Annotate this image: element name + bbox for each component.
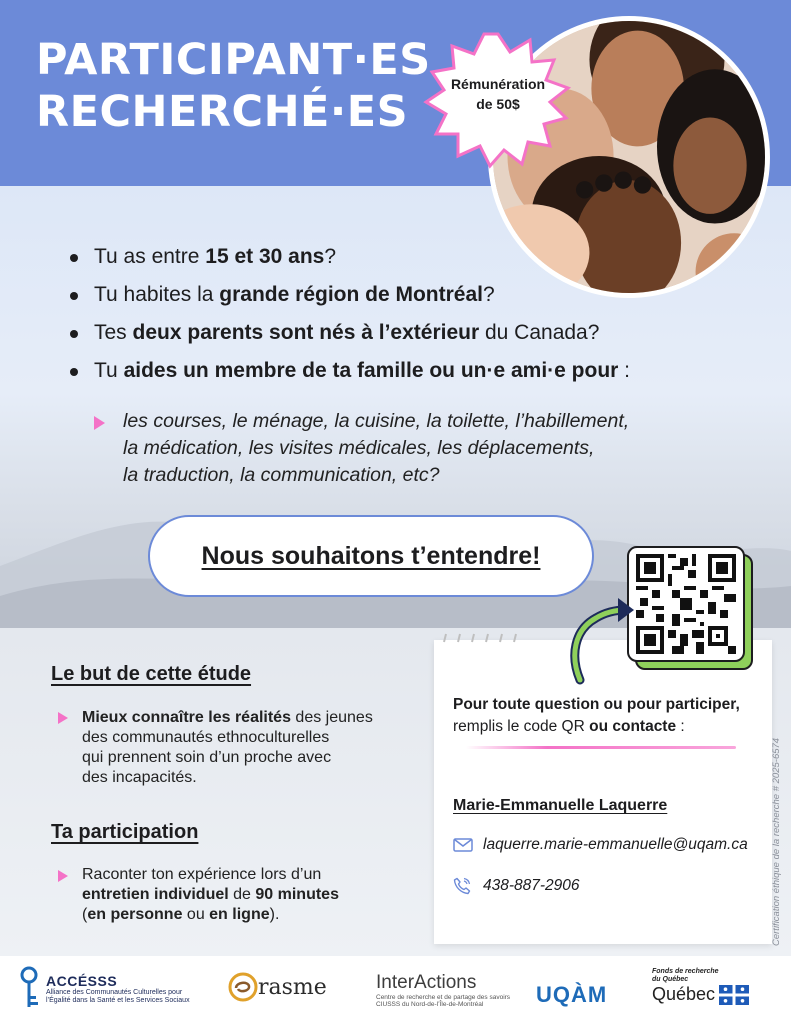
contact-question-line2 xyxy=(453,716,740,738)
tasks-line2: la médication, les visites médicales, les déplacements, xyxy=(123,437,595,459)
compensation-line1: Rémunération xyxy=(450,76,546,92)
accesss-logo[interactable] xyxy=(16,966,190,1012)
erasme-logo[interactable] xyxy=(228,972,327,1002)
goal-line1-rest: des jeunes xyxy=(290,709,373,726)
interactions-sub-line1: Centre de recherche et de partage des savoirs xyxy=(376,994,511,1001)
goal-line3: qui prennent soin d’un proche avec xyxy=(82,749,332,766)
pink-arrow-icon xyxy=(58,870,68,882)
criteria-text: Tu as entre xyxy=(94,245,206,268)
contact-question-bold: ou contacte xyxy=(589,718,677,735)
ethics-certification: Certification éthique de la recherche # 2025-6574 xyxy=(771,737,782,946)
goal-text xyxy=(82,708,373,788)
accesss-subtitle xyxy=(46,989,190,1005)
uqam-name: UQÀM xyxy=(536,982,608,1007)
compensation-line2: de 50$ xyxy=(476,96,520,112)
goal-line4: des incapacités. xyxy=(82,769,197,786)
contact-question xyxy=(453,694,740,738)
contact-question-post: : xyxy=(676,718,685,735)
criteria-bold: aides un membre de ta famille ou un·e ami·e pour xyxy=(123,359,619,382)
frq-subtitle xyxy=(652,968,719,984)
cta-pill xyxy=(148,515,594,597)
key-icon xyxy=(16,966,42,1012)
criteria-text: ? xyxy=(324,245,337,268)
list-item xyxy=(70,314,630,352)
perforation-icon xyxy=(440,628,520,646)
pink-arrow-icon xyxy=(94,416,105,430)
contact-phone-row[interactable] xyxy=(453,877,580,895)
phone-icon xyxy=(453,877,475,895)
contact-name: Marie-Emmanuelle Laquerre xyxy=(453,797,668,814)
interactions-sub-line2: CIUSSS du Nord-de-l’Île-de-Montréal xyxy=(376,1001,484,1008)
curly-arrow-icon xyxy=(566,596,636,686)
page-title-line2: RECHERCHÉ·ES xyxy=(36,87,409,137)
goal-title: Le but de cette étude xyxy=(51,663,252,685)
tasks-line3: la traduction, la communication, etc? xyxy=(123,464,440,486)
criteria-bold: grande région de Montréal xyxy=(219,283,483,306)
frq-line1: Fonds de recherche xyxy=(652,968,719,975)
compensation-badge xyxy=(418,30,578,170)
participation-bold: en personne xyxy=(87,906,183,923)
pink-arrow-icon xyxy=(58,712,68,724)
tasks-list xyxy=(123,408,629,489)
goal-line1-bold: Mieux connaître les réalités xyxy=(82,709,291,726)
criteria-text: Tes xyxy=(94,321,133,344)
contact-question-line1: Pour toute question ou pour participer, xyxy=(453,696,740,713)
accesss-name: ACCÉSSS xyxy=(46,973,118,989)
quebec-flag-icon xyxy=(719,985,749,1005)
participation-text-part: ou xyxy=(182,906,210,923)
erasme-name: rasme xyxy=(258,974,327,1000)
goal-line1 xyxy=(82,708,373,728)
participation-bold: 90 minutes xyxy=(255,886,339,903)
qr-code-icon xyxy=(636,554,736,654)
participation-line3 xyxy=(82,905,339,925)
tasks-line1: les courses, le ménage, la cuisine, la toilette, l’habillement, xyxy=(123,410,630,432)
participation-text-part: de xyxy=(228,886,256,903)
contact-email[interactable]: laquerre.marie-emmanuelle@uqam.ca xyxy=(483,836,748,853)
contact-email-row[interactable] xyxy=(453,836,748,854)
page-title xyxy=(36,34,431,138)
accesss-sub-line2: l’Égalité dans la Santé et les Services Sociaux xyxy=(46,997,190,1004)
frq-line2: du Québec xyxy=(652,976,689,983)
participation-line1: Raconter ton expérience lors d’un xyxy=(82,866,322,883)
interactions-name: InterActions xyxy=(376,972,477,993)
participation-bold: entretien individuel xyxy=(82,886,229,903)
mail-icon xyxy=(453,838,475,852)
pink-divider xyxy=(466,746,736,749)
list-item xyxy=(70,352,630,390)
criteria-text: Tu habites la xyxy=(94,283,220,306)
uqam-logo[interactable] xyxy=(536,982,607,1008)
page-title-line1: PARTICIPANT·ES xyxy=(36,35,431,85)
criteria-bold: deux parents sont nés à l’extérieur xyxy=(132,321,480,344)
interactions-logo[interactable] xyxy=(376,972,510,1008)
criteria-bold: 15 et 30 ans xyxy=(205,245,325,268)
eligibility-list xyxy=(70,238,630,390)
participation-bold: en ligne xyxy=(209,906,270,923)
erasme-swirl-icon xyxy=(228,972,258,1002)
criteria-text: : xyxy=(618,359,631,382)
accesss-sub-line1: Alliance des Communautés Culturelles pour xyxy=(46,989,183,996)
criteria-text: ? xyxy=(483,283,495,306)
criteria-text: du Canada? xyxy=(479,321,600,344)
list-item xyxy=(70,238,630,276)
qr-code[interactable] xyxy=(627,546,745,662)
participation-text xyxy=(82,865,339,925)
contact-question-pre: remplis le code QR xyxy=(453,718,590,735)
cta-text: Nous souhaitons t’entendre! xyxy=(201,541,541,570)
frq-logo[interactable] xyxy=(652,968,749,1005)
list-item xyxy=(70,276,630,314)
participation-text-part: ). xyxy=(269,906,280,923)
goal-line2: des communautés ethnoculturelles xyxy=(82,729,330,746)
contact-phone[interactable]: 438-887-2906 xyxy=(483,877,580,894)
participation-line2 xyxy=(82,885,339,905)
criteria-text: Tu xyxy=(94,359,124,382)
interactions-subtitle xyxy=(376,994,510,1008)
participation-title: Ta participation xyxy=(51,821,199,843)
frq-name: Québec xyxy=(652,984,716,1004)
qr-code-block[interactable] xyxy=(627,546,751,668)
participation-text-part: ( xyxy=(82,906,88,923)
compensation-text xyxy=(418,74,578,114)
